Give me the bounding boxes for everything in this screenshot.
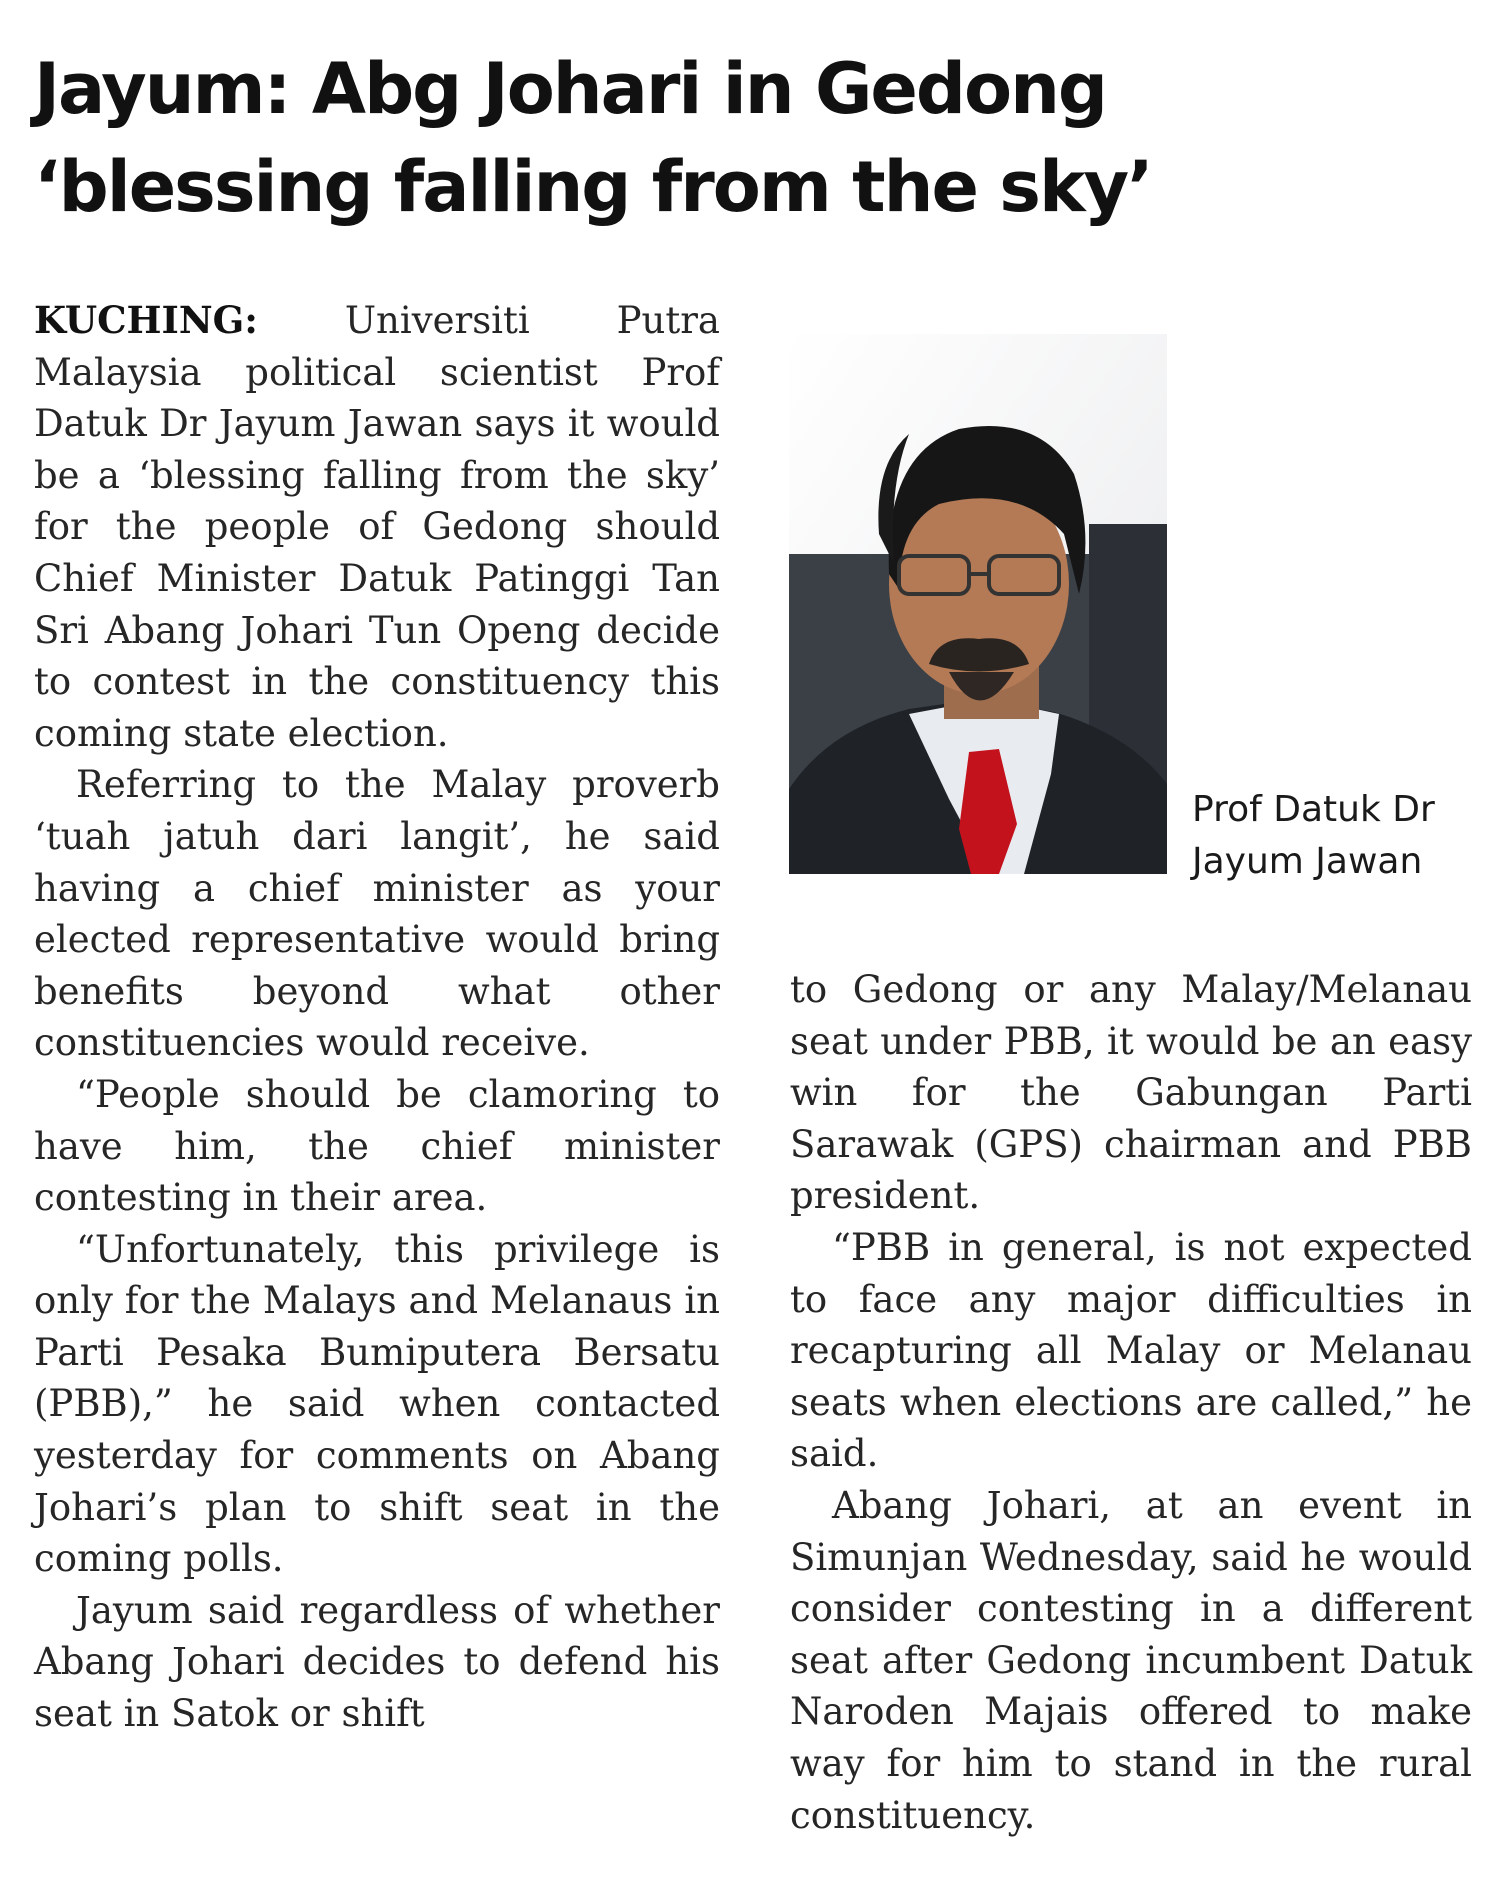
article-paragraph-1 [34,295,720,759]
article-paragraph-5: Jayum said regardless of whether Abang Johari decides to defend his seat in Satok or shift [34,1588,720,1736]
portrait-photo [789,334,1167,874]
photo-caption [1192,784,1492,888]
article-paragraph-8: Abang Johari, at an event in Simunjan Wednesday, said he would consider contesting in a different seat after Gedong incumbent Datuk Naroden Majais offered to make way for him to stand in the rural constituency. [790,1483,1472,1837]
article-paragraph-4: “Unfortunately, this privilege is only for the Malays and Melanaus in Parti Pesaka Bumiputera Bersatu (PBB),” he said when contacted yesterday for comments on Abang Johari’s plan to shift seat in the coming polls. [34,1227,720,1581]
article-paragraph-6: to Gedong or any Malay/Melanau seat under PBB, it would be an easy win for the Gabungan Parti Sarawak (GPS) chairman and PBB president. [790,968,1472,1218]
portrait-illustration [789,334,1167,874]
article-paragraph-7: “PBB in general, is not expected to face any major difficulties in recapturing all Malay or Melanau seats when elections are called,” he said. [790,1225,1472,1476]
article-column-right [790,964,1472,1841]
dateline: KUCHING: [34,298,258,342]
caption-line-2: Jayum Jawan [1192,841,1423,882]
headline [34,40,1474,236]
headline-line-1: Jayum: Abg Johari in Gedong [34,48,1107,130]
caption-line-1: Prof Datuk Dr [1192,789,1435,830]
headline-line-2: ‘blessing falling from the sky’ [34,146,1152,228]
article-paragraph-1-text: Universiti Putra Malaysia political scientist Prof Datuk Dr Jayum Jawan says it would be a ‘blessing falling from the sky’ for the people of Gedong should Chief Minister Datuk Patinggi Tan Sri Abang Johari Tun Openg decide to contest in the constituency this coming state election. [34,299,720,755]
article-paragraph-3: “People should be clamoring to have him, the chief minister contesting in their area. [34,1072,720,1220]
article-column-left [34,295,720,1740]
article-paragraph-2: Referring to the Malay proverb ‘tuah jatuh dari langit’, he said having a chief minister as your elected representative would bring benefits beyond what other constituencies would receive. [34,763,720,1065]
